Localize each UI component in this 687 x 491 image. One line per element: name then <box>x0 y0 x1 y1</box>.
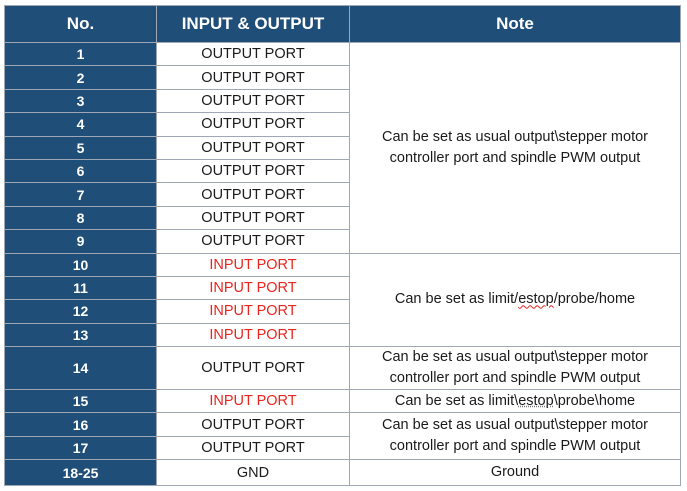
pin-number: 14 <box>5 347 157 390</box>
pin-io: OUTPUT PORT <box>157 89 350 112</box>
note-text-estop: estop <box>518 291 554 308</box>
pin-number: 15 <box>5 390 157 413</box>
pin-number: 11 <box>5 276 157 299</box>
pin-io: INPUT PORT <box>157 323 350 346</box>
table-row <box>5 253 681 276</box>
pin-number: 9 <box>5 230 157 253</box>
note-text: /probe/home <box>553 291 636 308</box>
note-text-estop: estop <box>518 392 554 409</box>
note-ground: Ground <box>350 460 681 486</box>
pin-io: GND <box>157 460 350 486</box>
pin-io: OUTPUT PORT <box>157 159 350 182</box>
pin-number: 6 <box>5 159 157 182</box>
table-row <box>5 460 681 486</box>
pin-io: OUTPUT PORT <box>157 347 350 390</box>
note-line: Can be set as usual output\stepper motor <box>382 128 648 145</box>
pin-io: INPUT PORT <box>157 390 350 413</box>
pin-number: 2 <box>5 66 157 89</box>
header-no: No. <box>5 6 157 43</box>
pin-io: OUTPUT PORT <box>157 206 350 229</box>
note-line: controller port and spindle PWM output <box>389 149 641 166</box>
note-output-group <box>350 43 681 254</box>
note-output-pair <box>350 413 681 460</box>
pin-number: 1 <box>5 43 157 66</box>
note-limit-single <box>350 390 681 413</box>
pin-io: OUTPUT PORT <box>157 66 350 89</box>
pin-number: 5 <box>5 136 157 159</box>
header-row <box>5 6 681 43</box>
pin-number: 12 <box>5 300 157 323</box>
table-row <box>5 43 681 66</box>
note-text: Can be set as limit\ <box>394 392 519 409</box>
pin-number: 3 <box>5 89 157 112</box>
note-text: Can be set as limit/ <box>394 291 519 308</box>
pin-io: OUTPUT PORT <box>157 136 350 159</box>
pin-number: 8 <box>5 206 157 229</box>
pin-number: 13 <box>5 323 157 346</box>
note-limit-group <box>350 253 681 347</box>
table-row <box>5 390 681 413</box>
pin-io: OUTPUT PORT <box>157 413 350 436</box>
note-line: controller port and spindle PWM output <box>389 438 641 455</box>
table-row <box>5 413 681 436</box>
pin-number: 10 <box>5 253 157 276</box>
note-line: Can be set as usual output\stepper motor <box>382 349 648 366</box>
pin-io: OUTPUT PORT <box>157 43 350 66</box>
note-line: Can be set as usual output\stepper motor <box>382 417 648 434</box>
pin-io: OUTPUT PORT <box>157 113 350 136</box>
pin-number: 7 <box>5 183 157 206</box>
header-input-output: INPUT & OUTPUT <box>157 6 350 43</box>
pin-number: 17 <box>5 436 157 459</box>
header-note: Note <box>350 6 681 43</box>
note-output-single <box>350 347 681 390</box>
pin-io: INPUT PORT <box>157 253 350 276</box>
pin-assignment-table <box>4 5 681 486</box>
pin-io: INPUT PORT <box>157 300 350 323</box>
note-line: controller port and spindle PWM output <box>389 370 641 387</box>
pin-io: OUTPUT PORT <box>157 230 350 253</box>
pin-number: 4 <box>5 113 157 136</box>
pin-number: 16 <box>5 413 157 436</box>
pin-io: OUTPUT PORT <box>157 436 350 459</box>
pin-number: 18-25 <box>5 460 157 486</box>
pin-io: OUTPUT PORT <box>157 183 350 206</box>
table-row <box>5 347 681 390</box>
note-text: \probe\home <box>553 392 636 409</box>
pin-io: INPUT PORT <box>157 276 350 299</box>
